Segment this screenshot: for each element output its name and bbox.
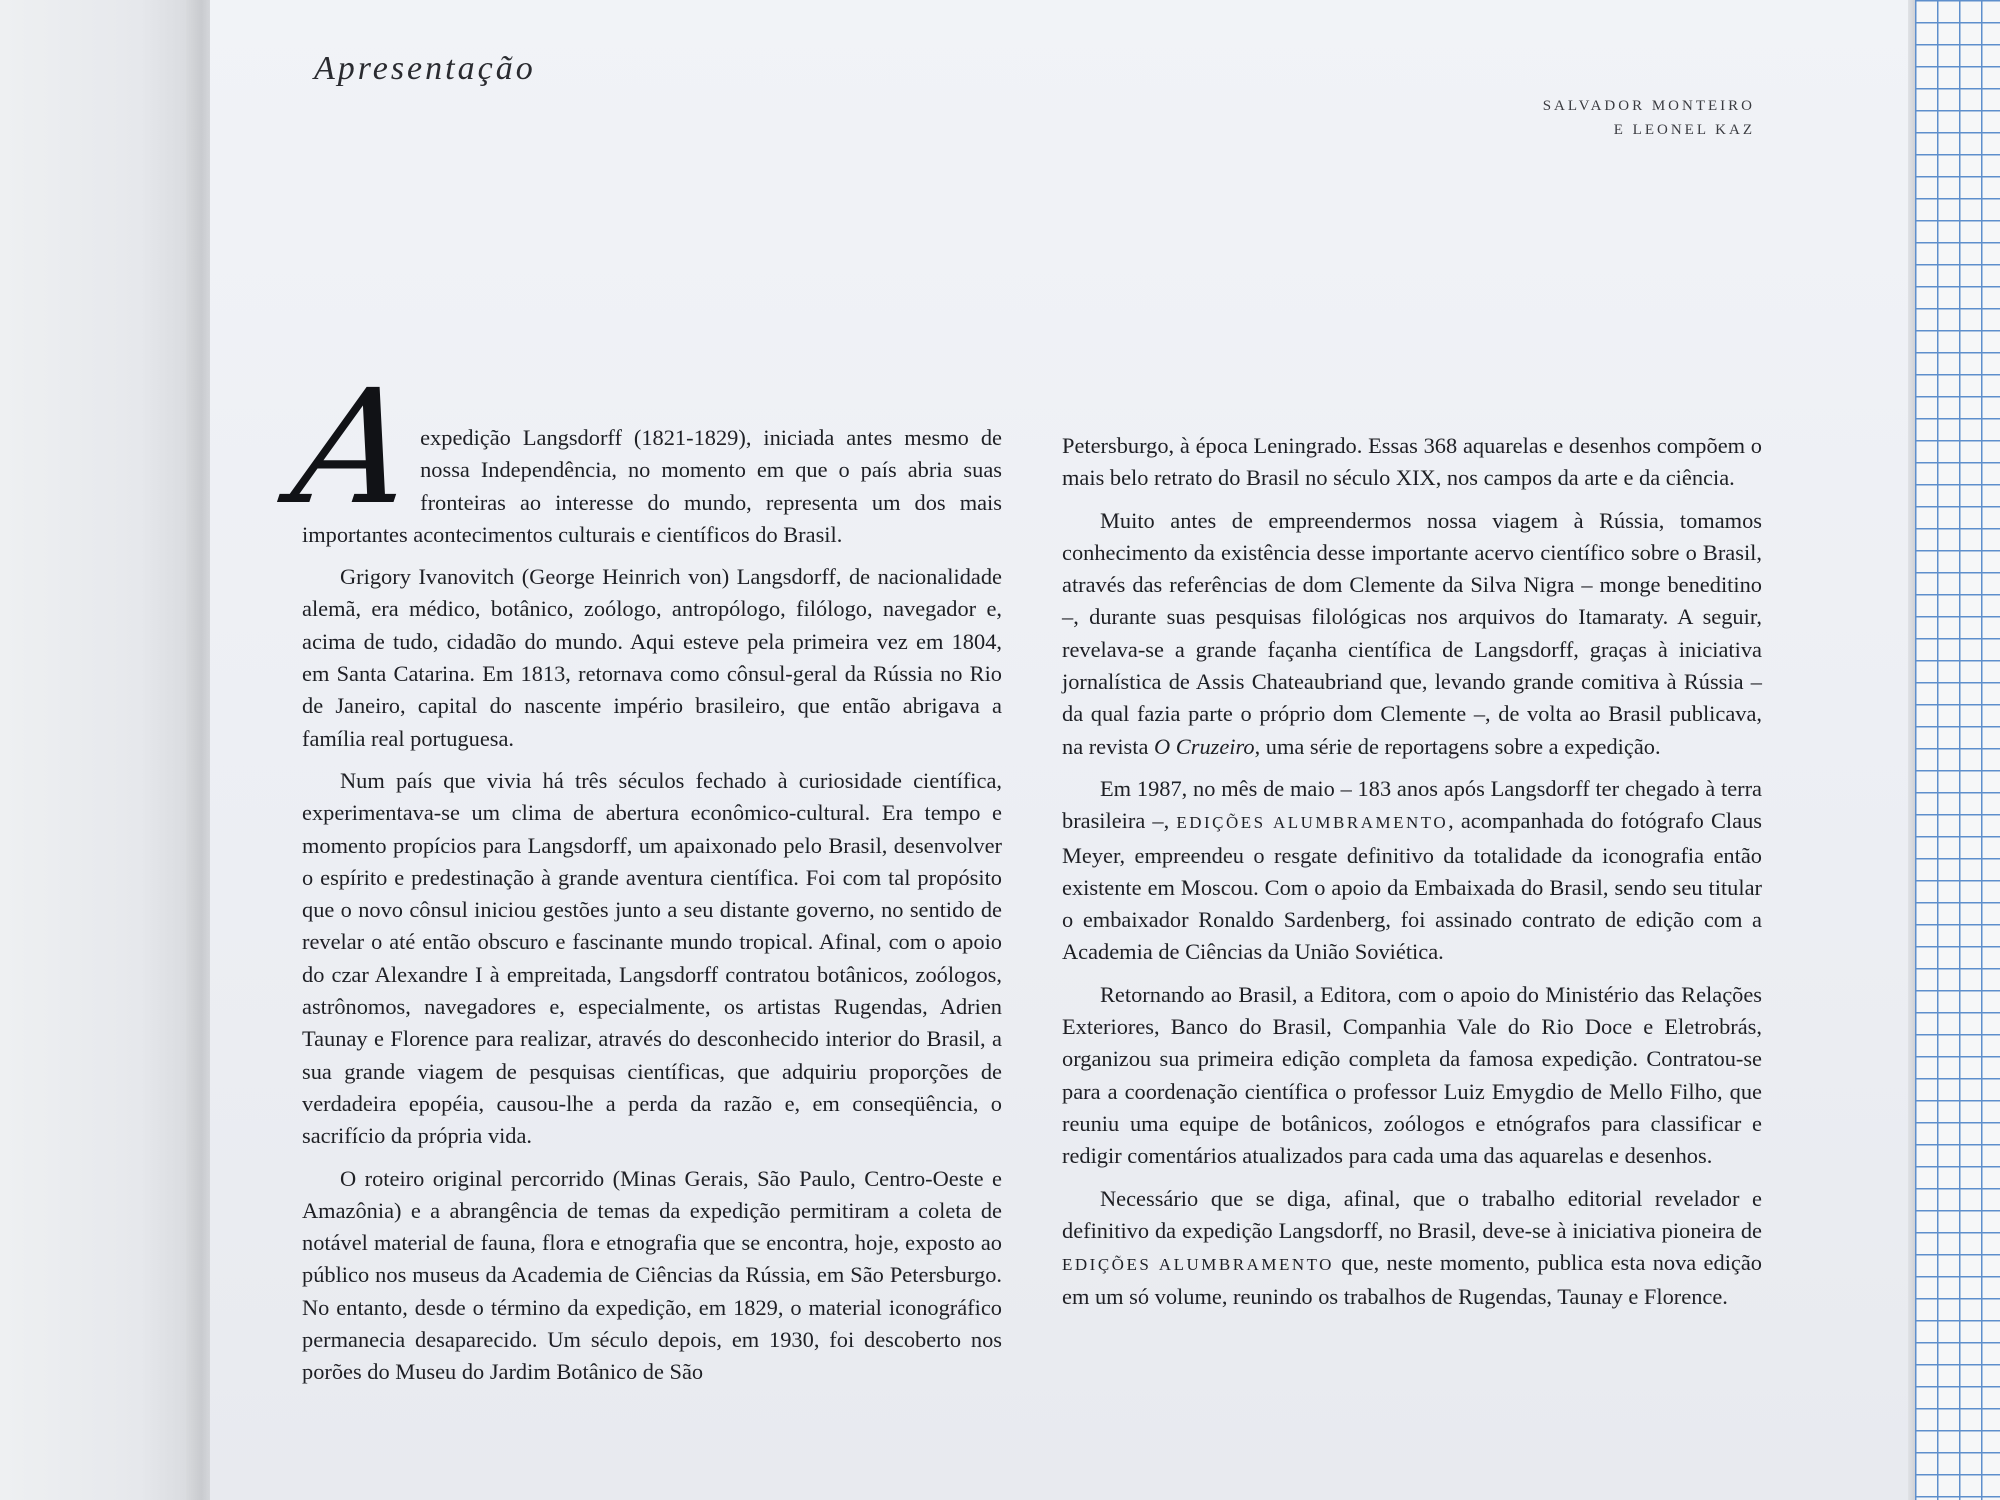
paragraph-4: O roteiro original percorrido (Minas Gerais, São Paulo, Centro-Oeste e Amazônia) e a abrangência de temas da expedição permitiram a coleta de notável material de fauna, flora e etnografia que se encontra, hoje, exposto ao público nos museus da Academia de Ciências da Rússia, em São Petersburgo. No entanto, desde o término da expedição, em 1829, o material iconográfico permanecia desaparecido. Um século depois, em 1930, foi descoberto nos porões do Museu do Jardim Botânico de São	[302, 1165, 1002, 1385]
paragraph-5: Petersburgo, à época Leningrado. Essas 368 aquarelas e desenhos compõem o mais belo retrato do Brasil no século XIX, nos campos da arte e da ciência.	[1062, 433, 1762, 491]
publisher-name: EDIÇÕES ALUMBRAMENTO	[1176, 813, 1449, 833]
grid-paper-background	[1915, 0, 2000, 1500]
paragraph-6-text-a: Muito antes de empreendermos nossa viagem à Rússia, tomamos conhecimento da existência desse importante acervo científico sobre o Brasil, através das referências de dom Clemente da Silva Nigra – monge beneditino –, durante suas pesquisas filológicas nos arquivos do Itamaraty. A seguir, revelava-se a grande façanha científica de Langsdorff, graças à iniciativa jornalística de Assis Chateaubriand que, levando grande comitiva à Rússia – da qual fazia parte o próprio dom Clemente –, de volta ao Brasil publicava, na revista	[1062, 507, 1762, 759]
facing-page	[0, 0, 200, 1500]
paragraph-1	[283, 356, 1002, 551]
author-line-1: SALVADOR MONTEIRO	[1542, 98, 1755, 114]
paragraph-6-text-b: , uma série de reportagens sobre a expedição.	[1254, 733, 1661, 759]
paragraph-3: Num país que vivia há três séculos fechado à curiosidade científica, experimentava-se um clima de abertura econômico-cultural. Era tempo e momento propícios para Langsdorff, um apaixonado pelo Brasil, desenvolver o espírito e predestinação à grande aventura científica. Foi com tal propósito que o novo cônsul iniciou gestões junto a seu distante governo, no sentido de revelar o até então obscuro e fascinante mundo tropical. Afinal, com o apoio do czar Alexandre I à empreitada, Langsdorff contratou botânicos, zoólogos, astrônomos, navegadores e, especialmente, os artistas Rugendas, Adrien Taunay e Florence para realizar, através do desconhecido interior do Brasil, a sua grande viagem de pesquisas científicas, que adquiriu proporções de verdadeira epopéia, causou-lhe a perda da razão e, em conseqüência, o sacrifício da própria vida.	[302, 767, 1002, 1149]
paragraph-1-text: expedição Langsdorff (1821-1829), iniciada antes mesmo de nossa Independência, no momento em que o país abria suas fronteiras ao interesse do mundo, representa um dos mais importantes acontecimentos culturais e científicos do Brasil.	[302, 425, 1002, 547]
paragraph-7-text-b: , acompanhada do fotógrafo Claus Meyer, empreendeu o resgate definitivo da totalidade da iconografia então existente em Moscou. Com o apoio da Embaixada do Brasil, sendo seu titular o embaixador Ronaldo Sardenberg, foi assinado contrato de edição com a Academia de Ciências da União Soviética.	[1062, 808, 1762, 965]
left-text-column	[283, 356, 1002, 1399]
paragraph-2: Grigory Ivanovitch (George Heinrich von) Langsdorff, de nacionalidade alemã, era médico, botânico, zoólogo, antropólogo, filólogo, navegador e, acima de tudo, cidadão do mundo. Aqui esteve pela primeira vez em 1804, em Santa Catarina. Em 1813, retornava como cônsul-geral da Rússia no Rio de Janeiro, capital do nascente império brasileiro, que então abrigava a família real portuguesa.	[302, 564, 1002, 751]
drop-cap: A	[283, 356, 424, 540]
paragraph-9-text-a: Necessário que se diga, afinal, que o trabalho editorial revelador e definitivo da expedição Langsdorff, no Brasil, deve-se à iniciativa pioneira de	[1062, 1185, 1762, 1243]
author-line-2: E LEONEL KAZ	[1613, 122, 1755, 138]
magazine-title: O Cruzeiro	[1154, 733, 1255, 759]
paragraph-9-text-b: que, neste momento, publica esta nova edição em um só volume, reunindo os trabalhos de Rugendas, Taunay e Florence.	[1062, 1250, 1762, 1310]
author-credits	[1335, 94, 1755, 142]
paragraph-6	[1062, 505, 1762, 763]
paragraph-8: Retornando ao Brasil, a Editora, com o apoio do Ministério das Relações Exteriores, Banco do Brasil, Companhia Vale do Rio Doce e Eletrobrás, organizou sua primeira edição completa da famosa expedição. Contratou-se para a coordenação científica o professor Luiz Emygdio de Mello Filho, que reuniu uma equipe de botânicos, zoólogos e etnógrafos para classificar e redigir comentários atualizados para cada uma das aquarelas e desenhos.	[1062, 981, 1762, 1169]
paragraph-9	[1062, 1183, 1762, 1314]
right-text-column	[1062, 430, 1762, 1324]
publisher-name-2: EDIÇÕES ALUMBRAMENTO	[1062, 1255, 1334, 1275]
paragraph-7-text-a: Em 1987, no mês de maio – 183 anos após Langsdorff ter chegado à terra brasileira –,	[1062, 775, 1762, 834]
section-title: Apresentação	[314, 50, 536, 87]
paragraph-7	[1062, 773, 1762, 969]
